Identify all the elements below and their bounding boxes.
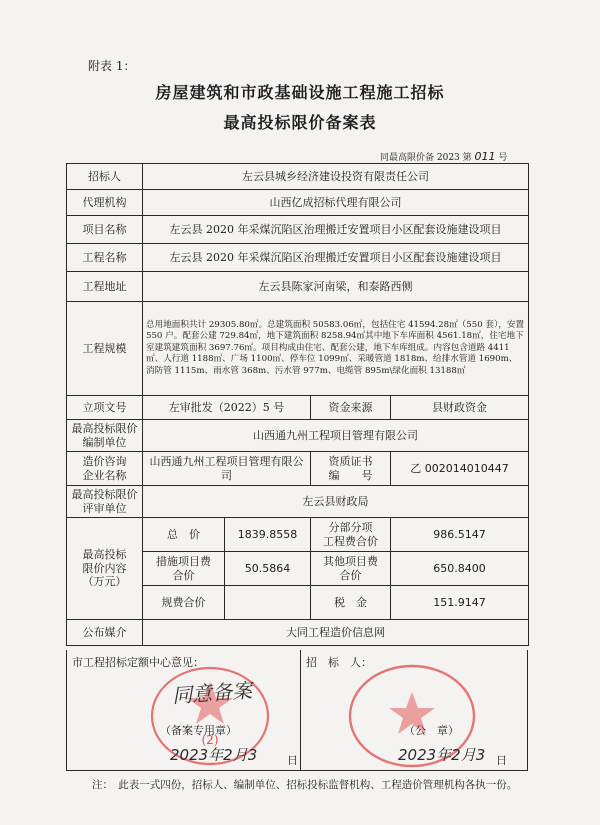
fund-value: 县财政资金 (391, 396, 529, 420)
project-name-label: 项目名称 (67, 216, 143, 244)
compiler-label-line2: 编制单位 (82, 435, 127, 449)
row-address (67, 272, 529, 302)
work-name-label: 工程名称 (67, 244, 143, 272)
cert-value: 乙 002014010447 (391, 452, 529, 486)
footer-note: 注： 此表一式四份，招标人、编制单位、招标投标监督机构、工程造价管理机构各执一份。 (92, 779, 518, 791)
reviewer-label-line2: 评审单位 (82, 501, 127, 515)
measure-value: 50.5864 (225, 552, 311, 586)
scale-label: 工程规模 (67, 302, 143, 396)
row-media (67, 620, 529, 646)
agency-value: 山西亿成招标代理有限公司 (143, 190, 529, 216)
approval-label: 立项文号 (67, 396, 143, 420)
media-value: 大同工程造价信息网 (143, 620, 529, 646)
row-consult (67, 452, 529, 486)
fee-label: 规费合价 (143, 586, 225, 620)
subitem-value: 986.5147 (391, 518, 529, 552)
right-date-handwritten: 2023年2月3 (398, 746, 486, 764)
fee-value (225, 586, 311, 620)
doc-number-prefix: 同最高限价备 2023 第 (380, 153, 472, 163)
address-value: 左云县陈家河南梁，和泰路西侧 (143, 272, 529, 302)
scale-value: 总用地面积共计 29305.80㎡。总建筑面积 50583.06㎡，包括住宅 41594.28㎡（550 套），安置 550 户。配套公建 729.84㎡，地下建筑面积 8258.94㎡其中地下车库面积 4561.18㎡，住宅地下室建筑建筑面积 3697.76㎡。项目构成由住宅、配套公建，地下车库组成。内容包含道路 4411㎡、人行道 1188㎡、广场 1100㎡、停车位 1099㎡、采暖管道 1818m、给排水管道 1690m、消防管 1115m、雨水管 368m、污水管 977m、电缆管 895m\绿化面积 13188㎡ (143, 302, 529, 396)
row-tenderer (67, 164, 529, 190)
row-compiler (67, 420, 529, 452)
filing-form-table (66, 163, 529, 646)
total-value: 1839.8558 (225, 518, 311, 552)
doc-number-handwritten: 011 (474, 150, 496, 163)
limit-label (67, 518, 143, 620)
row-work-name (67, 244, 529, 272)
document-subtitle: 最高投标限价备案表 (223, 113, 377, 132)
other-label-line1: 其他项目费 (323, 554, 378, 568)
tenderer-value: 左云县城乡经济建设投资有限责任公司 (143, 164, 529, 190)
media-label: 公布媒介 (67, 620, 143, 646)
agency-label: 代理机构 (67, 190, 143, 216)
total-label: 总 价 (143, 518, 225, 552)
official-seal-caption: （公 章） (404, 724, 459, 737)
tenderer-label: 招标人 (67, 164, 143, 190)
tax-value: 151.9147 (391, 586, 529, 620)
approval-value: 左审批发（2022）5 号 (143, 396, 311, 420)
signoff-divider (300, 650, 301, 771)
left-date-suffix: 日 (287, 754, 298, 767)
cert-label-line2: 编 号 (328, 468, 373, 482)
other-label (311, 552, 391, 586)
cert-label (311, 452, 391, 486)
row-scale (67, 302, 529, 396)
measure-label-line1: 措施项目费 (156, 554, 211, 568)
subitem-label (311, 518, 391, 552)
consult-value: 山西通九州工程项目管理有限公司 (143, 452, 311, 486)
measure-label-line2: 合价 (172, 568, 195, 582)
cert-label-line1: 资质证书 (328, 454, 373, 468)
document-number (380, 150, 507, 163)
consult-label-line1: 造价咨询 (82, 454, 127, 468)
handwritten-approval: 同意备案 (171, 678, 253, 708)
tax-label: 税 金 (311, 586, 391, 620)
reviewer-label (67, 486, 143, 518)
filing-seal-caption: （备案专用章） (160, 724, 237, 737)
row-project-name (67, 216, 529, 244)
project-name-value: 左云县 2020 年采煤沉陷区治理搬迁安置项目小区配套设施建设项目 (143, 216, 529, 244)
limit-label-line3: （万元） (82, 575, 127, 589)
subitem-label-line2: 工程费合价 (323, 534, 378, 548)
doc-number-suffix: 号 (498, 153, 508, 163)
address-label: 工程地址 (67, 272, 143, 302)
limit-label-line1: 最高投标 (82, 547, 127, 561)
document-title: 房屋建筑和市政基础设施工程施工招标 (155, 83, 445, 102)
annex-label: 附表 1： (88, 59, 136, 73)
consult-label (67, 452, 143, 486)
fund-label: 资金来源 (311, 396, 391, 420)
reviewer-label-line1: 最高投标限价 (71, 487, 138, 501)
limit-label-line2: 限价内容 (82, 561, 127, 575)
left-date-handwritten: 2023年2月3 (170, 746, 258, 764)
other-value: 650.8400 (391, 552, 529, 586)
consult-label-line2: 企业名称 (82, 468, 127, 482)
compiler-label (67, 420, 143, 452)
row-reviewer (67, 486, 529, 518)
right-date-suffix: 日 (496, 754, 507, 767)
measure-label (143, 552, 225, 586)
center-opinion-label: 市工程招标定额中心意见： (72, 656, 204, 669)
work-name-value: 左云县 2020 年采煤沉陷区治理搬迁安置项目小区配套设施建设项目 (143, 244, 529, 272)
subitem-label-line1: 分部分项 (328, 520, 373, 534)
other-label-line2: 合价 (339, 568, 362, 582)
row-approval (67, 396, 529, 420)
row-agency (67, 190, 529, 216)
seal-number: (2) (201, 733, 219, 747)
row-limit-1 (67, 518, 529, 552)
compiler-label-line1: 最高投标限价 (71, 421, 138, 435)
reviewer-value: 左云县财政局 (143, 486, 529, 518)
compiler-value: 山西通九州工程项目管理有限公司 (143, 420, 529, 452)
tenderer-sign-label: 招 标 人： (306, 656, 372, 669)
